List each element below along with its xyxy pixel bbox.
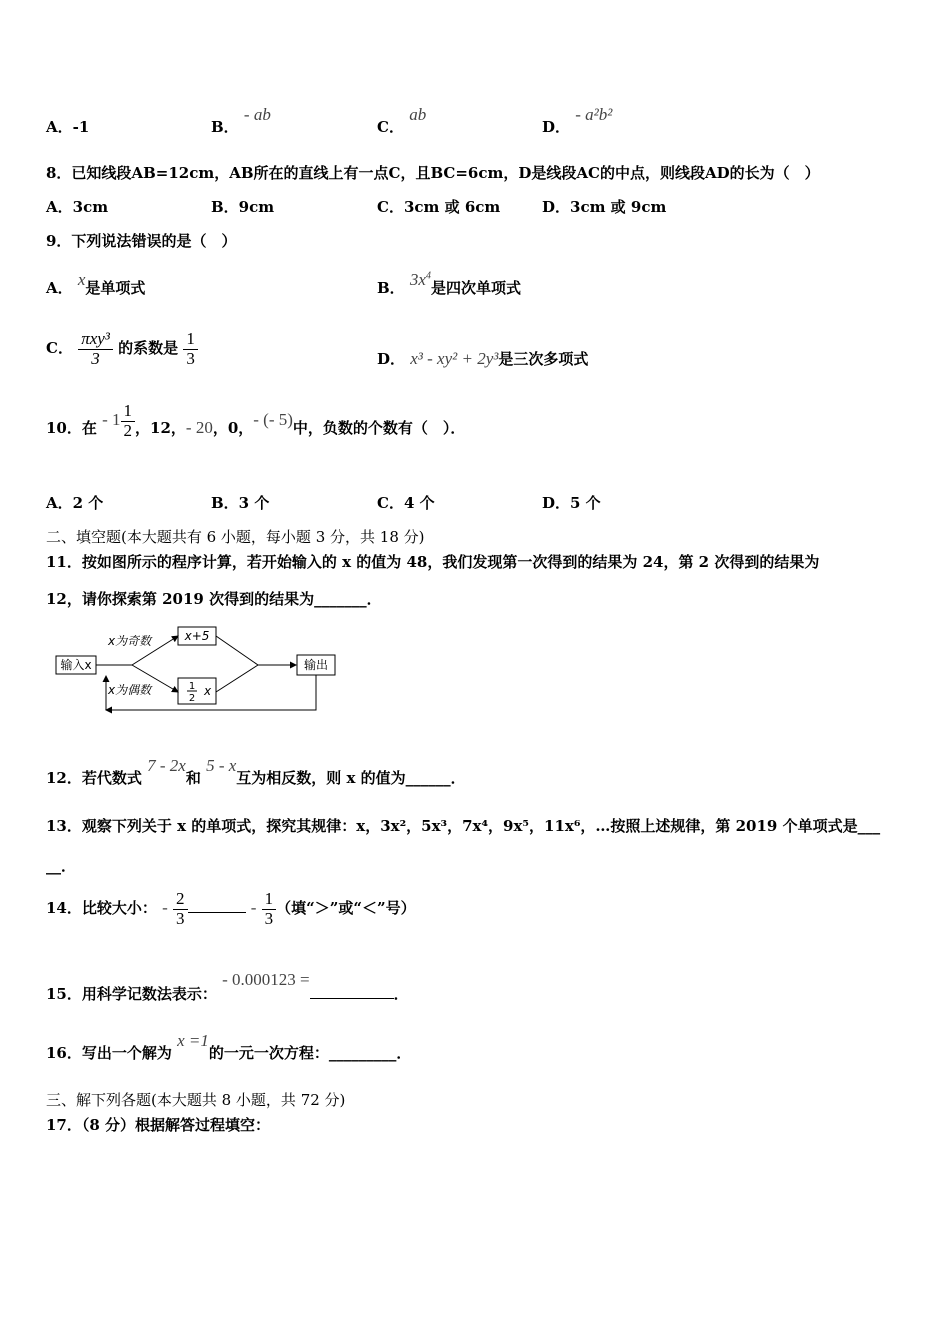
q9-option-a: A． x是单项式 [46,270,146,297]
flow-merge-top [216,636,258,665]
q7-option-c: C． ab [377,105,427,136]
q14-blank[interactable] [188,912,246,913]
q10-mixed-fraction: $\frac{1}{2}$ [121,402,136,440]
flow-even-label: x为偶数 [108,683,152,697]
q7-option-a: A．-1 [46,118,90,136]
q9-option-c: C． $\frac{\text{πxy³}}{3}$ 的系数是 $\frac{1}{3}$ [46,330,198,368]
q14-fraction-2: $\frac{1}{3}$ [262,890,277,928]
q11-line1: 11．按如图所示的程序计算，若开始输入的 x 的值为 48，我们发现第一次得到的结果为 24，第 2 次得到的结果为 [46,553,820,571]
q10-option-d: D．5 个 [542,494,601,512]
q15-blank[interactable] [310,998,394,999]
q16-text: 16．写出一个解为 x =1的一元一次方程：_________． [46,1031,412,1062]
q13-line1: 13．观察下列关于 x 的单项式，探究其规律：x，3x²，5x³，7x⁴，9x⁵，11x⁶，…按照上述规律，第 2019 个单项式是___ [46,817,881,835]
program-flowchart [50,620,350,720]
q7-option-d: D． - a²b² [542,105,613,136]
q10-option-b: B．3 个 [211,494,270,512]
flow-merge-bottom [216,665,258,692]
q14-text: 14．比较大小： - $\frac{2}{3}$ - $\frac{1}{3}$ （填“＞”或“＜”号） [46,889,416,928]
q8-option-b: B．9cm [211,198,275,216]
q7-option-b: B． - ab [211,105,271,136]
q12-text: 12．若代数式 7 - 2x和 5 - x互为相反数，则 x 的值为______． [46,756,466,787]
q10-option-a: A．2 个 [46,494,104,512]
q10-option-c: C．4 个 [377,494,435,512]
q8-option-d: D．3cm 或 9cm [542,198,667,216]
q17-text: 17．（8 分）根据解答过程填空： [46,1116,271,1134]
flow-half-num: 1 [188,681,196,692]
q9-c-coefficient: $\frac{1}{3}$ [183,330,198,368]
flow-output-label: 输出 [303,658,329,672]
section-3-heading: 三、解下列各题(本大题共 8 小题，共 72 分) [46,1091,346,1109]
q11-line2: 12，请你探索第 2019 次得到的结果为_______． [46,590,382,608]
q13-line2: __． [46,857,77,875]
q14-fraction-1: $\frac{2}{3}$ [173,890,188,928]
flow-half-den: 2 [188,693,196,704]
flow-input-label: 输入x [60,658,92,672]
q8-text: 8．已知线段AB=12cm，AB所在的直线上有一点C，且BC=6cm，D是线段AC的中点，则线段AD的长为（ ） [46,164,820,182]
q15-text: 15．用科学记数法表示： - 0.000123 =． [46,970,409,1003]
flow-half-var: x [204,684,212,698]
q9-option-b: B． $3x^4$是四次单项式 [377,270,521,297]
q9-option-d: D． x³ - xy² + 2y³是三次多项式 [377,349,589,368]
flow-odd-label: x为奇数 [108,634,152,648]
q9-text: 9．下列说法错误的是（ ） [46,232,237,250]
q10-text: 10．在 - 1 $\frac{1}{2}$ ，12，- 20，0，- (- 5)中，负数的个数有（ ）． [46,401,466,440]
q9-c-fraction: $\frac{\text{πxy³}}{3}$ [78,330,113,368]
section-2-heading: 二、填空题(本大题共有 6 小题，每小题 3 分，共 18 分) [46,528,425,546]
q8-option-c: C．3cm 或 6cm [377,198,501,216]
q8-option-a: A．3cm [46,198,109,216]
flow-plus5-label: x+5 [184,629,210,643]
